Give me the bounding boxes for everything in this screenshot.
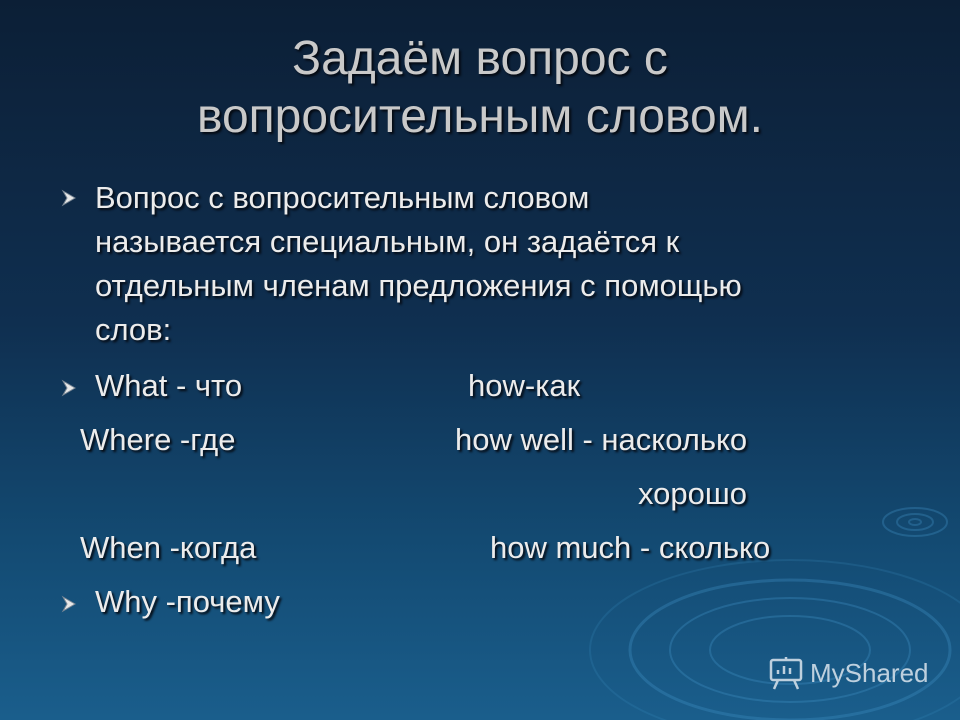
title-line-1: Задаём вопрос с bbox=[292, 32, 668, 85]
watermark-text: MyShared bbox=[810, 657, 929, 688]
arrow-bullet-icon bbox=[60, 594, 80, 614]
word-how-well-continuation: хорошо bbox=[638, 476, 747, 511]
presentation-board-icon bbox=[768, 656, 804, 690]
word-how-much: how much - сколько bbox=[490, 530, 771, 565]
arrow-bullet-icon bbox=[60, 378, 80, 398]
paragraph-line: называется специальным, он задаётся к bbox=[95, 224, 680, 259]
word-when: When -когда bbox=[80, 530, 257, 565]
paragraph-line: слов: bbox=[95, 312, 172, 347]
word-where: Where -где bbox=[80, 422, 236, 457]
word-why: Why -почему bbox=[95, 584, 280, 619]
word-what: What - что bbox=[95, 368, 243, 403]
title-line-2: вопросительным словом. bbox=[197, 90, 763, 143]
slide-title bbox=[80, 30, 880, 146]
myshared-watermark bbox=[768, 656, 929, 690]
bullet-paragraph bbox=[95, 176, 742, 352]
paragraph-line: отдельным членам предложения с помощью bbox=[95, 268, 742, 303]
word-how-well: how well - насколько bbox=[455, 422, 748, 457]
paragraph-line: Вопрос с вопросительным словом bbox=[95, 180, 590, 215]
word-how: how-как bbox=[468, 368, 581, 403]
arrow-bullet-icon bbox=[60, 188, 80, 208]
